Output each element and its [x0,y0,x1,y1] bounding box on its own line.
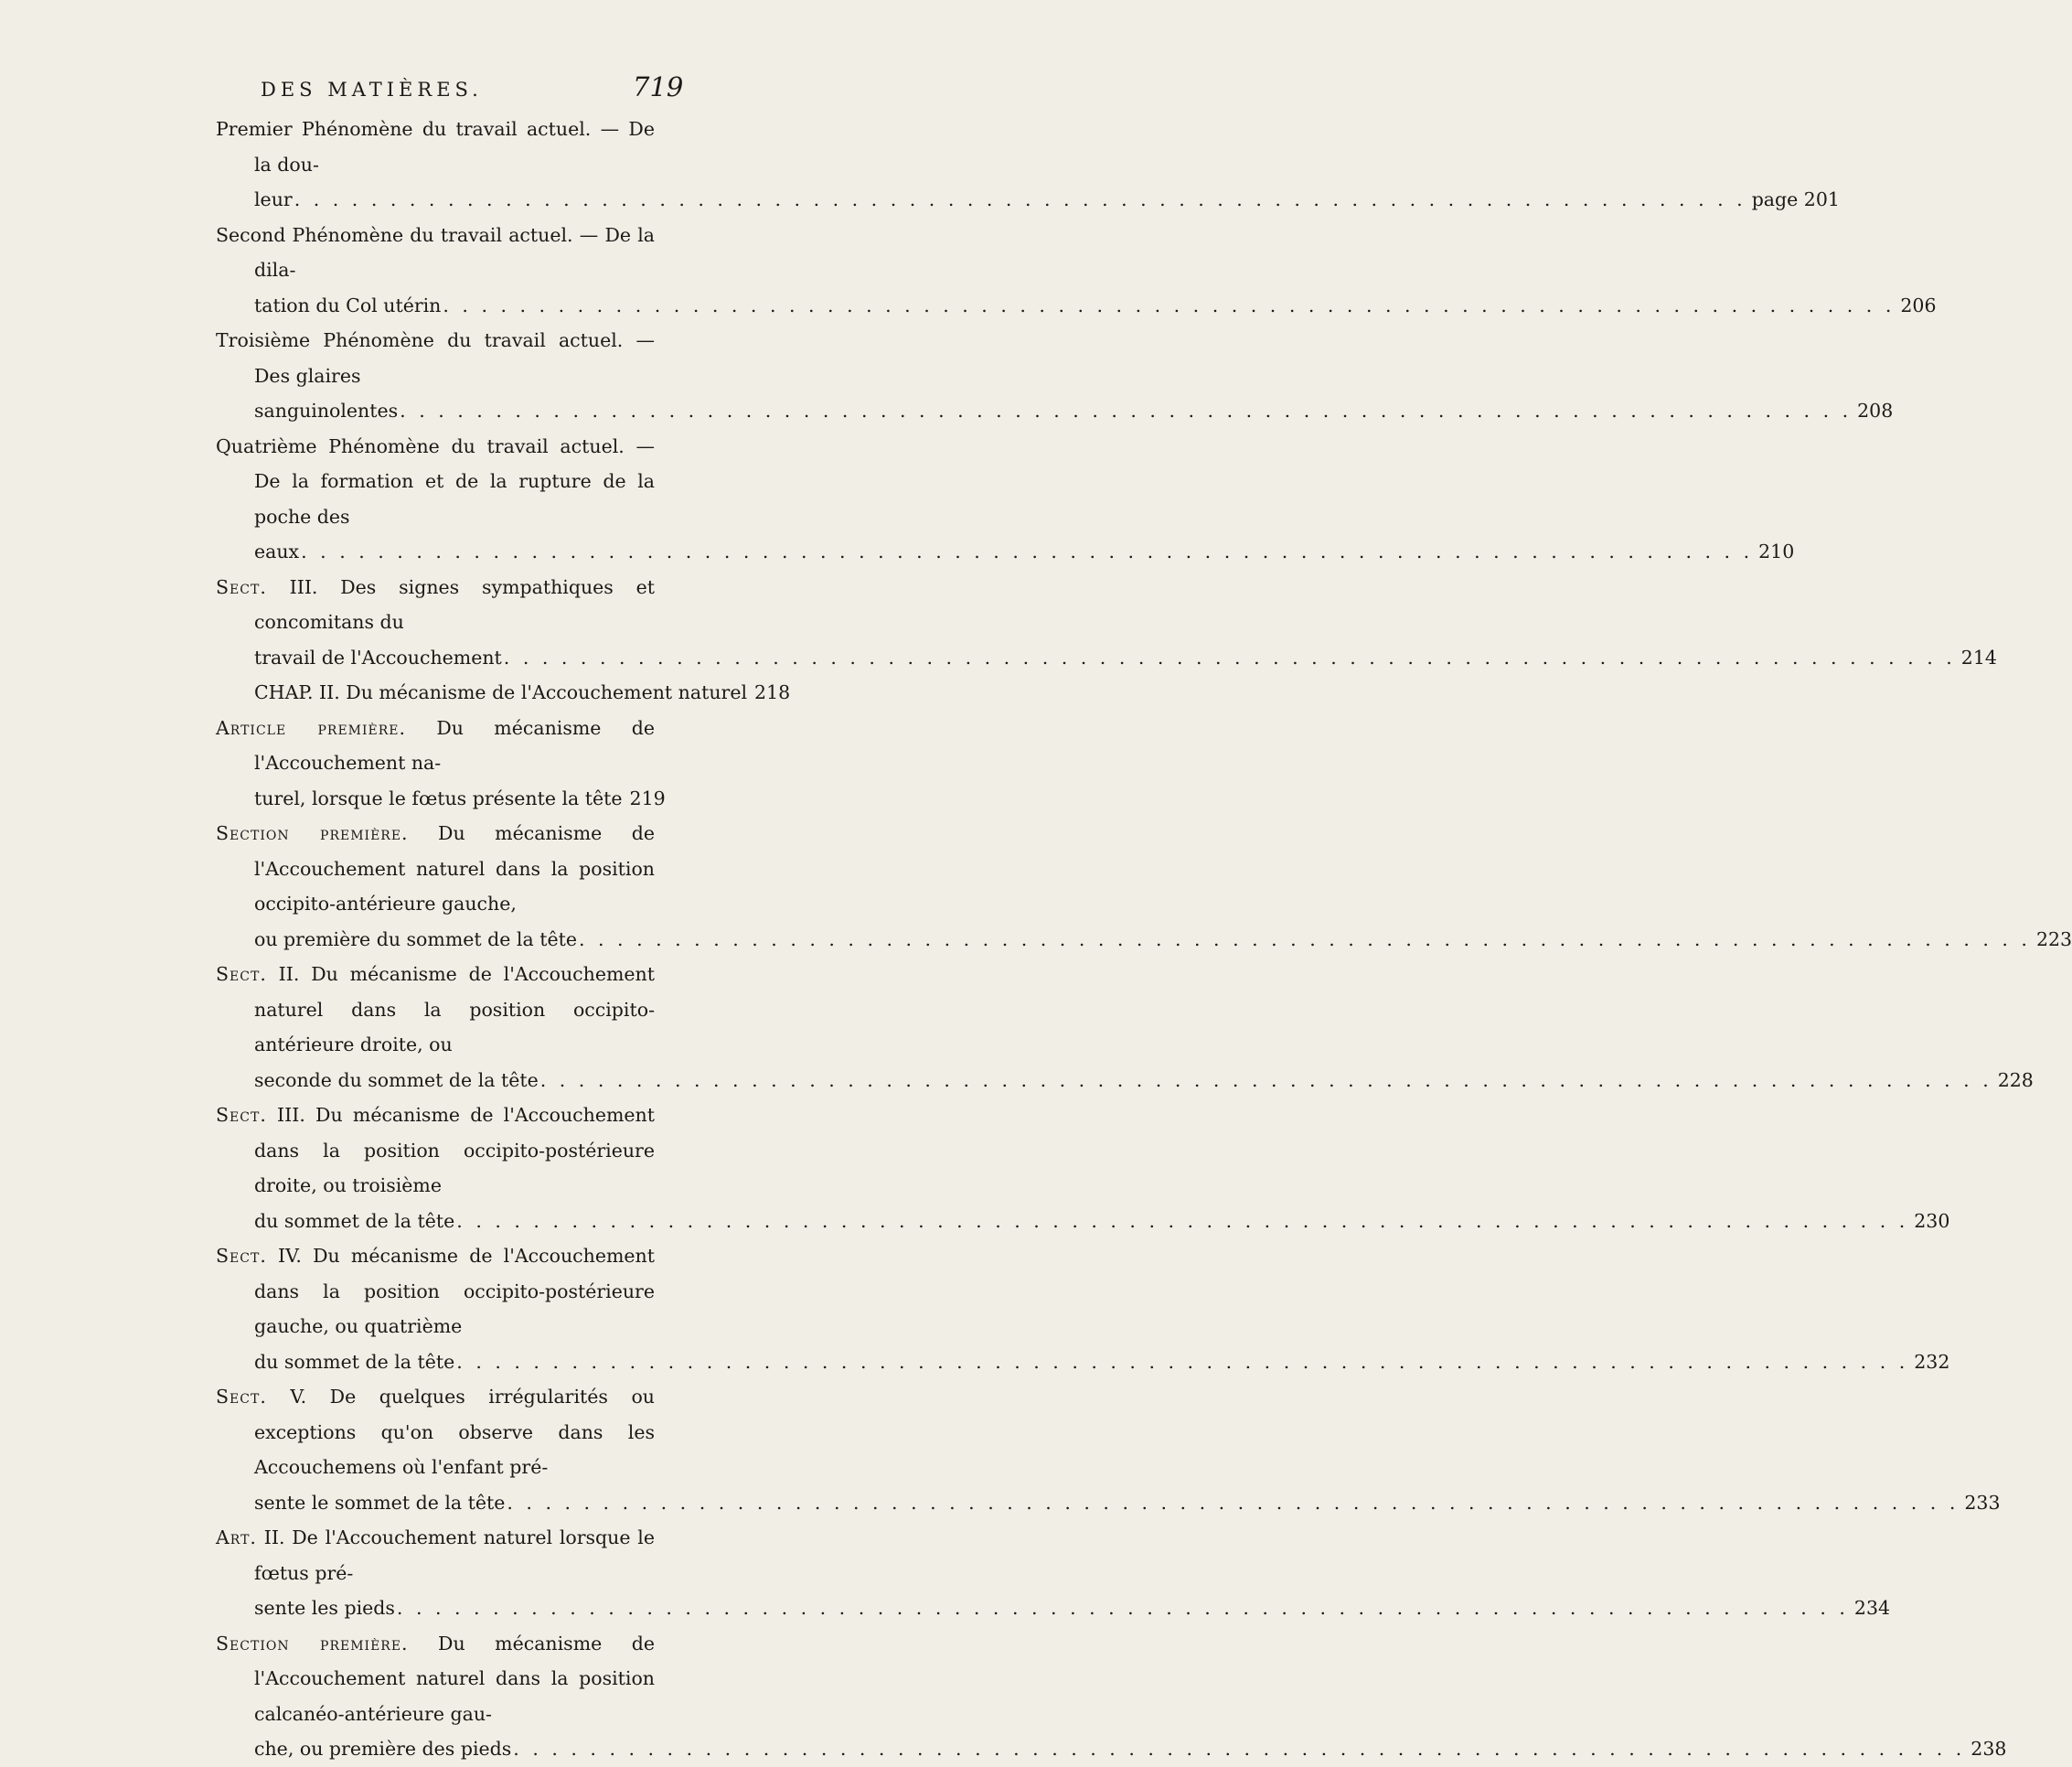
entry-text: III. Des signes sympathiques et concomitans du [254,575,655,633]
entry-text: Quatrième Phénomène du travail actuel. — De la formation et de la rupture de la poche des [216,434,655,528]
entry-final-line [254,1063,2034,1098]
entry-final-line [254,922,2072,958]
entry-last-text: tation du Col utérin [254,294,442,316]
dot-leader [456,1344,1908,1380]
toc-entry [216,112,1840,218]
entry-final-line [254,675,791,711]
entry-label: Article première. [216,716,407,739]
toc-entry [216,1626,2007,1767]
entry-final-line [254,781,666,817]
entry-text: IV. Du mécanisme de l'Accouchement dans la position occipito-postérieure gauche, ou quatrième [254,1245,655,1337]
page-header [0,68,732,104]
entry-page-ref: 210 [1758,541,1795,562]
entry-last-text: sente le sommet de la tête [254,1491,506,1514]
entry-final-line [254,534,1795,570]
entry-final-line [254,1731,2007,1767]
toc-entry [216,1520,1891,1626]
entry-last-text: sente les pieds [254,1597,395,1619]
table-of-contents [216,112,2072,1767]
entry-page-ref: 233 [1964,1491,2001,1514]
dot-leader [443,288,1895,324]
entry-text: II. De l'Accouchement naturel lorsque le fœtus pré- [254,1526,655,1584]
entry-page-ref: page 201 [1751,188,1840,210]
entry-page-ref: 232 [1914,1350,1950,1373]
entry-last-text: CHAP. II. Du mécanisme de l'Accouchement naturel [254,681,748,703]
entry-label: Sect. [216,575,267,598]
entry-label: Section première. [216,1632,409,1655]
entry-last-text: eaux [254,541,300,562]
entry-final-line [254,182,1840,218]
entry-last-text: seconde du sommet de la tête [254,1068,539,1091]
running-head: DES MATIÈRES. [261,79,483,101]
entry-text: Du mécanisme de l'Accouchement na- [254,716,655,774]
entry-last-text: che, ou première des pieds [254,1738,512,1760]
entry-label: Sect. [216,963,267,985]
entry-text: Du mécanisme de l'Accouchement naturel dans la position calcanéo-antérieure gau- [254,1632,655,1725]
dot-leader [400,393,1852,429]
entry-label: Sect. [216,1104,267,1126]
entry-last-text: leur [254,188,293,210]
toc-entry [216,816,2072,957]
entry-last-text: turel, lorsque le fœtus présente la tête [254,787,623,809]
toc-entry [216,675,791,711]
dot-leader [294,182,1746,218]
toc-entry [216,218,1937,324]
dot-leader [301,534,1753,570]
page-number: 719 [633,71,684,102]
entry-last-text: ou première du sommet de la tête [254,927,577,950]
entry-page-ref: 219 [629,787,666,809]
toc-entry [216,1238,1950,1379]
entry-text: Second Phénomène du travail actuel. — De la dila- [216,223,655,281]
toc-entry [216,1379,2001,1520]
entry-text: II. Du mécanisme de l'Accouchement naturel dans la position occipito-antérieure droite, ou [254,963,655,1055]
dot-leader [513,1731,1965,1767]
entry-text: Premier Phénomène du travail actuel. — De la dou- [216,118,655,176]
entry-label: Section première. [216,822,409,844]
dot-leader [504,640,1956,676]
entry-page-ref: 238 [1971,1738,2007,1760]
entry-last-text: sanguinolentes [254,400,399,422]
entry-last-text: du sommet de la tête [254,1350,455,1373]
entry-last-text: travail de l'Accouchement [254,646,502,669]
entry-text: III. Du mécanisme de l'Accouchement dans la position occipito-postérieure droite, ou troisième [254,1104,655,1196]
entry-page-ref: 208 [1857,400,1894,422]
entry-final-line [254,393,1894,429]
entry-final-line [254,1204,1950,1239]
dot-leader [540,1063,1992,1098]
entry-text: Du mécanisme de l'Accouchement naturel dans la position occipito-antérieure gauche, [254,822,655,915]
toc-entry [216,429,1795,570]
entry-page-ref: 228 [1997,1068,2034,1091]
entry-page-ref: 234 [1853,1597,1891,1619]
entry-label: Art. [216,1526,257,1548]
toc-entry [216,570,1997,676]
entry-final-line [254,1344,1950,1380]
entry-page-ref: 214 [1960,646,1997,669]
toc-entry [216,711,666,817]
dot-leader [579,922,2031,958]
entry-label: Sect. [216,1386,267,1408]
toc-entry [216,1098,1950,1238]
entry-page-ref: 223 [2035,927,2072,950]
entry-page-ref: 206 [1900,294,1937,316]
dot-leader [507,1485,1959,1521]
dot-leader [397,1590,1849,1626]
entry-final-line [254,1485,2001,1521]
entry-final-line [254,288,1937,324]
entry-last-text: du sommet de la tête [254,1209,455,1232]
entry-final-line [254,1590,1891,1626]
entry-label: Sect. [216,1245,267,1267]
entry-final-line [254,640,1997,676]
dot-leader [456,1204,1908,1239]
entry-text: V. De quelques irrégularités ou exceptions qu'on observe dans les Accouchemens où l'enfant pré- [254,1386,655,1478]
toc-entry [216,957,2034,1098]
entry-page-ref: 218 [754,681,791,703]
entry-page-ref: 230 [1914,1209,1950,1232]
toc-entry [216,323,1894,429]
entry-text: Troisième Phénomène du travail actuel. — Des glaires [216,329,655,387]
